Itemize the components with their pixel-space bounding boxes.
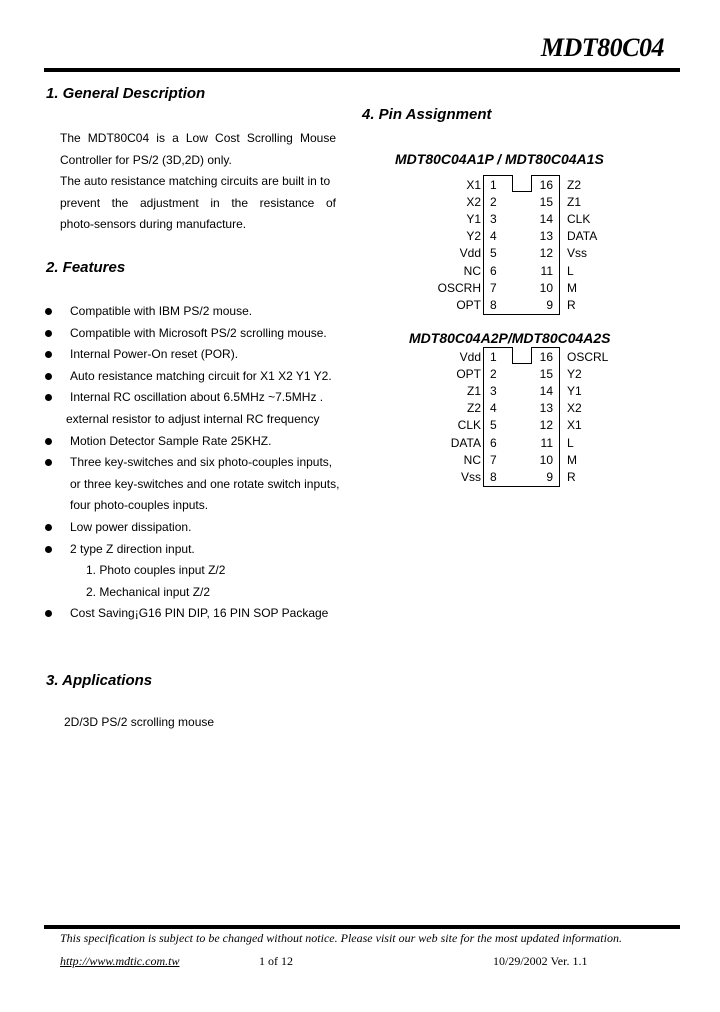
feature-continuation: [44, 474, 354, 496]
pin-left-name: Z2: [466, 401, 481, 416]
pin-left-number: 5: [490, 418, 497, 433]
pin-right-number: 12: [539, 418, 553, 433]
general-line-2: Controller for PS/2 (3D,2D) only.: [60, 152, 232, 167]
feature-text: Low power dissipation.: [70, 519, 192, 534]
pin-right-name: R: [567, 297, 576, 312]
feature-text: Compatible with IBM PS/2 mouse.: [70, 304, 253, 318]
pin-right-number: 10: [539, 280, 553, 295]
bullet-icon: [45, 308, 52, 315]
pin-right-number: 16: [539, 178, 553, 192]
pin-left-number: 8: [490, 297, 497, 312]
footer-date-version: 10/29/2002 Ver. 1.1: [493, 954, 588, 968]
features-list: [44, 301, 354, 625]
bullet-icon: [45, 610, 52, 617]
feature-item: [44, 323, 354, 345]
pin-left-number: 3: [490, 384, 497, 399]
applications-text: 2D/3D PS/2 scrolling mouse: [64, 715, 215, 729]
pin-left-number: 1: [490, 350, 497, 364]
feature-text: four photo-couples inputs.: [70, 498, 209, 513]
feature-subitem: [44, 582, 354, 604]
feature-item: [44, 452, 354, 474]
document-title: MDT80C04: [540, 33, 664, 62]
pin-right-name: L: [567, 263, 574, 278]
general-line-3: The auto resistance matching circuits are built in to: [60, 174, 331, 188]
pin-right-number: 15: [539, 195, 553, 210]
feature-text: Three key-switches and six photo-couples inputs,: [70, 455, 333, 470]
general-line-1: The MDT80C04 is a Low Cost Scrolling Mouse: [60, 131, 336, 145]
pin-right-name: Z1: [567, 195, 582, 210]
feature-text: 1. Photo couples input Z/2: [86, 563, 226, 578]
footer-page-number: 1 of 12: [259, 954, 293, 968]
bullet-icon: [45, 438, 52, 445]
pin-left-number: 7: [490, 280, 497, 295]
feature-continuation: [44, 495, 354, 517]
pin-left-number: 4: [490, 401, 497, 416]
chip2-notch: [512, 347, 532, 364]
feature-text: Internal Power-On reset (POR).: [70, 347, 239, 362]
pin-right-name: CLK: [567, 212, 591, 227]
pin-right-name: X2: [567, 401, 582, 416]
pin-left-name: OPT: [456, 297, 481, 312]
pin-right-number: 16: [539, 350, 553, 364]
feature-item: [44, 603, 354, 625]
pin-right-number: 11: [540, 435, 553, 450]
pin-right-number: 14: [539, 212, 553, 227]
feature-subitem: [44, 560, 354, 582]
pin-left-name: Y2: [466, 229, 481, 244]
pin-right-number: 13: [539, 401, 553, 416]
chip1-notch: [512, 175, 532, 192]
pin-left-number: 3: [490, 212, 497, 227]
pin-right-number: 15: [539, 367, 553, 382]
header-rule: [44, 68, 680, 72]
feature-text: 2 type Z direction input.: [70, 541, 195, 556]
pin-right-name: Y1: [567, 384, 582, 399]
pin-right-number: 13: [539, 229, 553, 244]
bullet-icon: [45, 373, 52, 380]
feature-item: [44, 431, 354, 453]
bullet-icon: [45, 394, 52, 401]
pin-left-number: 1: [490, 178, 497, 192]
pin-left-name: DATA: [450, 435, 481, 450]
pin-right-name: Z2: [567, 178, 582, 192]
bullet-icon: [45, 524, 52, 531]
pin-left-name: OSCRH: [437, 280, 481, 295]
feature-item: [44, 301, 354, 323]
feature-item: [44, 366, 354, 388]
pin-right-name: OSCRL: [567, 350, 609, 364]
feature-text: Cost Saving¡G16 PIN DIP, 16 PIN SOP Package: [70, 606, 329, 621]
pin-left-number: 7: [490, 452, 497, 467]
bullet-icon: [45, 330, 52, 337]
pin-right-name: M: [567, 452, 577, 467]
pin-right-number: 12: [539, 246, 553, 261]
pin-right-number: 10: [539, 452, 553, 467]
pin-right-number: 14: [539, 384, 553, 399]
feature-text: 2. Mechanical input Z/2: [86, 584, 211, 599]
footer-rule: [44, 925, 680, 929]
pin-left-name: Vss: [460, 469, 481, 484]
pin-left-name: CLK: [457, 418, 481, 433]
pin-right-number: 9: [546, 469, 553, 484]
general-line-4: prevent the adjustment in the resistance of: [60, 195, 336, 210]
footer-website-link[interactable]: http://www.mdtic.com.tw: [60, 954, 180, 968]
bullet-icon: [45, 546, 52, 553]
chip1-title: MDT80C04A1P / MDT80C04A1S: [395, 151, 604, 167]
pin-assignment-heading: 4. Pin Assignment: [362, 106, 492, 123]
pin-left-name: Y1: [466, 212, 481, 227]
pin-left-number: 5: [490, 246, 497, 261]
general-line-5: photo-sensors during manufacture.: [60, 217, 247, 231]
features-heading: 2. Features: [46, 259, 126, 276]
feature-item: [44, 539, 354, 561]
general-description-heading: 1. General Description: [46, 85, 206, 102]
pin-left-name: OPT: [456, 367, 481, 382]
pin-right-name: L: [567, 435, 574, 450]
footer-notice: This specification is subject to be changed without notice. Please visit our web site for the most updated information.: [60, 931, 622, 945]
feature-item: [44, 387, 354, 409]
pin-left-name: NC: [463, 452, 481, 467]
feature-text: Internal RC oscillation about 6.5MHz ~7.5MHz .: [70, 390, 324, 405]
feature-item: [44, 344, 354, 366]
pin-left-number: 4: [490, 229, 497, 244]
feature-text: Compatible with Microsoft PS/2 scrolling mouse.: [70, 325, 327, 340]
pin-left-name: Z1: [466, 384, 481, 399]
feature-text: external resistor to adjust internal RC frequency: [66, 411, 320, 426]
pin-left-name: Vdd: [459, 350, 481, 364]
feature-text: or three key-switches and one rotate switch inputs,: [70, 476, 340, 491]
pin-right-number: 9: [546, 297, 553, 312]
feature-text: Motion Detector Sample Rate 25KHZ.: [70, 433, 272, 448]
pin-right-name: X1: [567, 418, 582, 433]
pin-left-name: NC: [463, 263, 481, 278]
pin-right-name: M: [567, 280, 577, 295]
pin-left-number: 2: [490, 367, 497, 382]
pin-right-name: DATA: [567, 229, 598, 244]
pin-right-name: Y2: [567, 367, 582, 382]
chip2-title: MDT80C04A2P/MDT80C04A2S: [409, 330, 611, 346]
pin-left-number: 8: [490, 469, 497, 484]
bullet-icon: [45, 351, 52, 358]
applications-heading: 3. Applications: [46, 672, 153, 689]
pin-left-number: 6: [490, 263, 497, 278]
bullet-icon: [45, 459, 52, 466]
pin-left-name: Vdd: [459, 246, 481, 261]
pin-left-number: 6: [490, 435, 497, 450]
pin-left-name: X2: [466, 195, 481, 210]
feature-continuation: [44, 409, 354, 431]
pin-right-name: Vss: [567, 246, 588, 261]
pin-right-name: R: [567, 469, 576, 484]
pin-left-name: X1: [466, 178, 481, 192]
feature-item: [44, 517, 354, 539]
pin-left-number: 2: [490, 195, 497, 210]
general-description-text: [60, 128, 336, 236]
pin-right-number: 11: [540, 263, 553, 278]
feature-text: Auto resistance matching circuit for X1 X2 Y1 Y2.: [70, 368, 332, 383]
